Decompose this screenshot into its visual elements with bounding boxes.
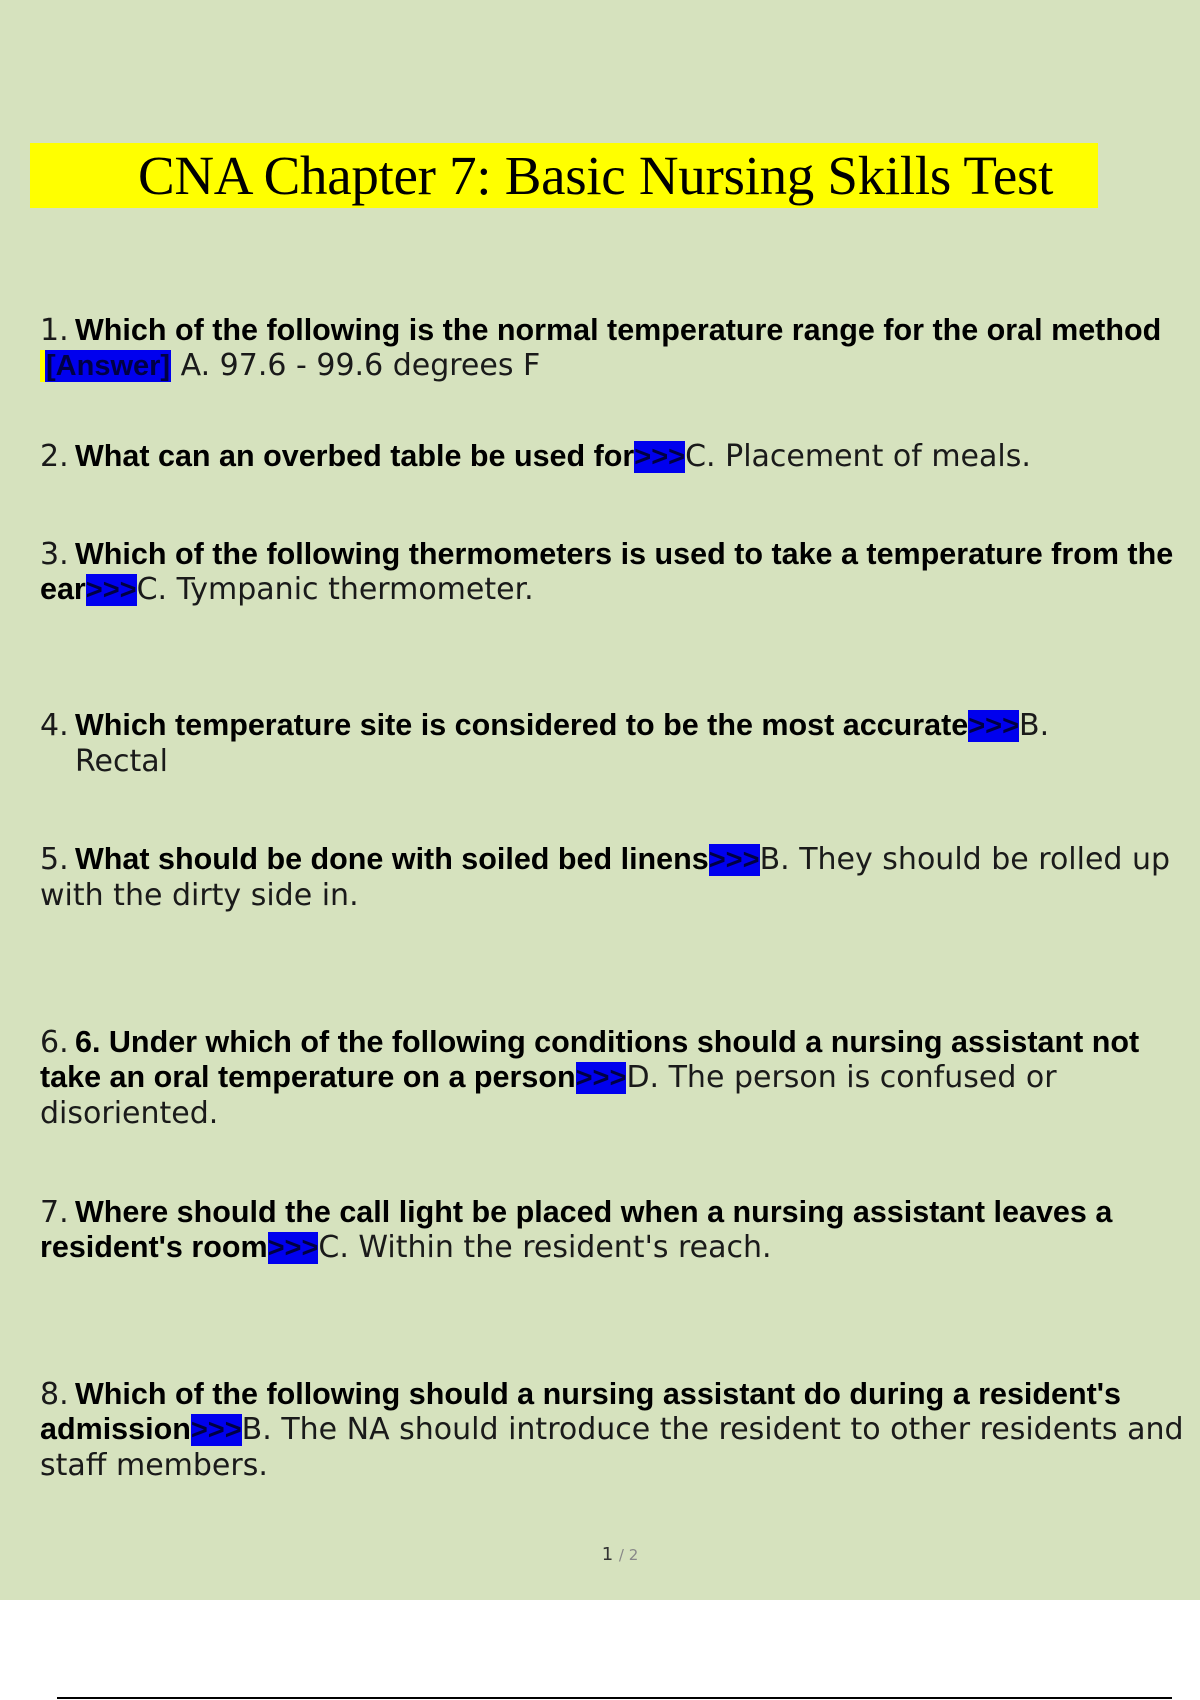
answer-text: C. Placement of meals. [685, 439, 1031, 474]
question-text: What should be done with soiled bed linens [75, 842, 709, 876]
question-item-7 [40, 1195, 1185, 1266]
question-item-4 [40, 708, 1185, 779]
question-number: 6. [40, 1025, 69, 1060]
question-item-1 [40, 313, 1185, 384]
question-number: 5. [40, 842, 69, 877]
question-item-3 [40, 537, 1185, 608]
answer-marker: [Answer] [40, 350, 171, 382]
question-number: 3. [40, 537, 69, 572]
document-title: CNA Chapter 7: Basic Nursing Skills Test [138, 145, 1054, 206]
answer-text: D. The person is confused or disoriented. [40, 1060, 1057, 1131]
question-text: 6. Under which of the following conditions should a nursing assistant not take an oral temperature on a person [40, 1025, 1140, 1094]
question-text: Which of the following is the normal temperature range for the oral method [75, 313, 1162, 347]
answer-text: C. Within the resident's reach. [318, 1230, 772, 1265]
question-number: 4. [40, 708, 69, 743]
question-text: Which of the following should a nursing assistant do during a resident's admission [40, 1377, 1121, 1446]
question-number: 2. [40, 439, 69, 474]
question-item-6 [40, 1025, 1185, 1131]
answer-text: A. 97.6 - 99.6 degrees F [171, 348, 541, 383]
answer-text: C. Tympanic thermometer. [136, 572, 534, 607]
question-item-5 [40, 842, 1185, 913]
question-item-2 [40, 439, 1185, 475]
question-text: Which of the following thermometers is used to take a temperature from the ear [40, 537, 1174, 606]
answer-text: B. [1019, 708, 1050, 743]
question-number: 1. [40, 313, 69, 348]
page-indicator [0, 1544, 1200, 1565]
answer-continuation: Rectal [75, 744, 168, 779]
answer-marker: >>> [708, 844, 760, 876]
answer-marker: >>> [190, 1414, 242, 1446]
answer-marker: >>> [575, 1062, 627, 1094]
question-text: What can an overbed table be used for [75, 439, 635, 473]
answer-text: B. The NA should introduce the resident to other residents and staff members. [40, 1412, 1184, 1483]
question-number: 7. [40, 1195, 69, 1230]
answer-marker: >>> [968, 710, 1020, 742]
answer-marker: >>> [267, 1232, 319, 1264]
total-pages: / 2 [618, 1546, 639, 1564]
question-text: Where should the call light be placed when a nursing assistant leaves a resident's room [40, 1195, 1113, 1264]
question-text: Which temperature site is considered to be the most accurate [75, 708, 969, 742]
answer-marker: >>> [85, 574, 137, 606]
answer-marker: >>> [634, 441, 686, 473]
answer-text: B. They should be rolled up with the dirty side in. [40, 842, 1171, 913]
current-page-number: 1 [601, 1544, 614, 1565]
page-divider [57, 1697, 1172, 1699]
question-number: 8. [40, 1377, 69, 1412]
question-item-8 [40, 1377, 1185, 1483]
